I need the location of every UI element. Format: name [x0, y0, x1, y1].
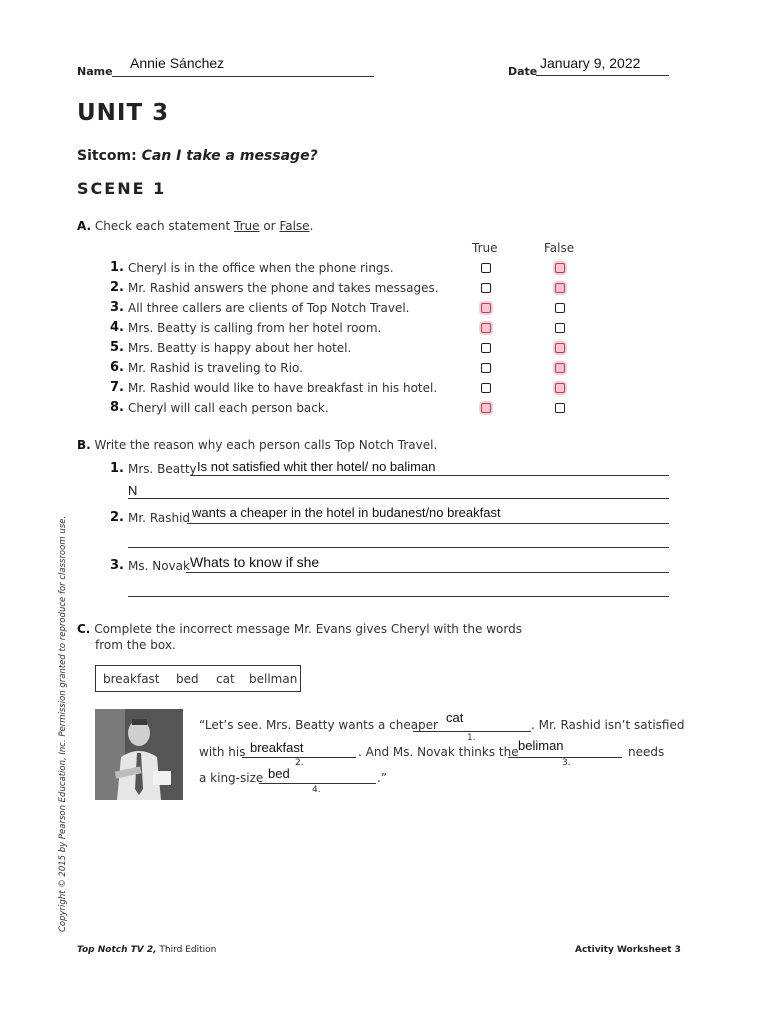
b-answer-field[interactable]: wants a cheaper in the hotel in budanest/no breakfast — [192, 505, 501, 520]
column-true-header: True — [472, 241, 498, 255]
column-false-header: False — [544, 241, 575, 255]
passage-text: with his — [199, 745, 246, 759]
b-answer-field[interactable]: Is not satisfied whit ther hotel/ no baliman — [197, 459, 436, 474]
checkbox-false[interactable] — [555, 363, 565, 373]
section-a-instruction — [77, 219, 313, 233]
statement-number: 1. — [110, 260, 124, 275]
checkbox-false[interactable] — [555, 403, 565, 413]
statement-number: 4. — [110, 320, 124, 335]
b-answer-field[interactable]: N — [128, 483, 138, 498]
passage-text: “Let’s see. Mrs. Beatty wants a cheaper — [199, 718, 438, 732]
b-answer-line — [128, 547, 669, 548]
checkbox-true[interactable] — [481, 323, 491, 333]
checkbox-true[interactable] — [481, 383, 491, 393]
checkbox-false[interactable] — [555, 303, 565, 313]
date-line — [536, 75, 669, 76]
checkbox-false[interactable] — [555, 343, 565, 353]
person-illustration — [95, 709, 183, 800]
section-c-text-line1: Complete the incorrect message Mr. Evans gives Cheryl with the words — [94, 622, 522, 636]
section-a-text: Check each statement — [94, 219, 231, 233]
copyright-notice: Copyright © 2015 by Pearson Education, Inc. Permission granted to reproduce for classroom use. — [58, 515, 68, 932]
word-box-item: breakfast — [103, 672, 160, 686]
passage-text: . Mr. Rashid isn’t satisfied — [531, 718, 685, 732]
section-b-instruction — [77, 438, 437, 452]
statement-text: All three callers are clients of Top Notch Travel. — [128, 301, 410, 315]
b-item-name: Mr. Rashid — [128, 511, 191, 525]
blank-3-answer[interactable]: beliman — [518, 738, 564, 753]
section-a-false-word: False — [279, 219, 310, 233]
section-a-end: . — [309, 219, 314, 233]
checkbox-true[interactable] — [481, 403, 491, 413]
blank-number: 3. — [562, 758, 571, 768]
statement-number: 6. — [110, 360, 124, 375]
checkbox-false[interactable] — [555, 263, 565, 273]
name-line — [112, 76, 374, 77]
footer-edition — [77, 945, 216, 955]
checkbox-true[interactable] — [481, 303, 491, 313]
blank-line — [413, 731, 531, 732]
b-answer-line — [186, 572, 669, 573]
section-a-true-word: True — [234, 219, 260, 233]
statement-number: 5. — [110, 340, 124, 355]
b-answer-line — [128, 498, 669, 499]
word-box-item: bed — [176, 672, 199, 686]
b-item-name: Mrs. Beatty — [128, 462, 197, 476]
unit-title: UNIT 3 — [77, 100, 170, 126]
b-item-number: 3. — [110, 558, 124, 573]
checkbox-true[interactable] — [481, 283, 491, 293]
statement-text: Cheryl is in the office when the phone rings. — [128, 261, 394, 275]
sitcom-name: Can I take a message? — [141, 148, 318, 164]
passage-text: a king-size — [199, 771, 264, 785]
statement-number: 8. — [110, 400, 124, 415]
checkbox-false[interactable] — [555, 323, 565, 333]
section-c-text-line2: from the box. — [95, 638, 176, 652]
section-b-letter: B. — [77, 438, 91, 452]
blank-line — [259, 783, 376, 784]
checkbox-false[interactable] — [555, 383, 565, 393]
checkbox-true[interactable] — [481, 363, 491, 373]
photo-mr-evans — [95, 709, 183, 800]
passage-text: .” — [377, 771, 388, 785]
statement-text: Mrs. Beatty is happy about her hotel. — [128, 341, 352, 355]
word-box-item: cat — [216, 672, 235, 686]
name-label: Name — [77, 65, 113, 78]
checkbox-true[interactable] — [481, 343, 491, 353]
b-answer-field[interactable]: Whats to know if she — [190, 554, 320, 570]
passage-text: needs — [628, 745, 665, 759]
scene-title: SCENE 1 — [77, 179, 167, 198]
blank-number: 1. — [467, 733, 476, 743]
statement-text: Mr. Rashid answers the phone and takes messages. — [128, 281, 439, 295]
sitcom-title — [77, 148, 318, 164]
b-item-name: Ms. Novak — [128, 559, 190, 573]
footer-worksheet: Activity Worksheet 3 — [575, 945, 681, 955]
blank-4-answer[interactable]: bed — [268, 766, 290, 781]
blank-1-answer[interactable]: cat — [446, 710, 464, 725]
sitcom-label: Sitcom: — [77, 148, 137, 164]
word-box-item: bellman — [249, 672, 298, 686]
statement-number: 3. — [110, 300, 124, 315]
footer-book-title: Top Notch TV 2, — [77, 945, 157, 955]
b-item-number: 2. — [110, 510, 124, 525]
blank-number: 2. — [295, 758, 304, 768]
blank-number: 4. — [312, 785, 321, 795]
section-a-or: or — [263, 219, 276, 233]
statement-number: 7. — [110, 380, 124, 395]
b-answer-line — [187, 523, 669, 524]
section-a-letter: A. — [77, 219, 92, 233]
passage-text: . And Ms. Novak thinks the — [358, 745, 519, 759]
footer-edition-text: Third Edition — [156, 945, 217, 955]
checkbox-true[interactable] — [481, 263, 491, 273]
statement-text: Cheryl will call each person back. — [128, 401, 329, 415]
date-field[interactable]: January 9, 2022 — [540, 55, 641, 71]
checkbox-false[interactable] — [555, 283, 565, 293]
statement-text: Mr. Rashid is traveling to Rio. — [128, 361, 303, 375]
section-b-text: Write the reason why each person calls Top Notch Travel. — [94, 438, 438, 452]
section-c-instruction — [77, 621, 522, 653]
date-label: Date — [508, 65, 538, 78]
b-answer-line — [128, 596, 669, 597]
statement-text: Mr. Rashid would like to have breakfast in his hotel. — [128, 381, 438, 395]
blank-2-answer[interactable]: breakfast — [250, 740, 304, 755]
b-answer-line — [190, 475, 669, 476]
statement-number: 2. — [110, 280, 124, 295]
name-field[interactable]: Annie Sánchez — [130, 55, 225, 71]
section-c-letter: C. — [77, 622, 91, 636]
b-item-number: 1. — [110, 461, 124, 476]
statement-text: Mrs. Beatty is calling from her hotel room. — [128, 321, 382, 335]
word-box — [95, 665, 301, 692]
